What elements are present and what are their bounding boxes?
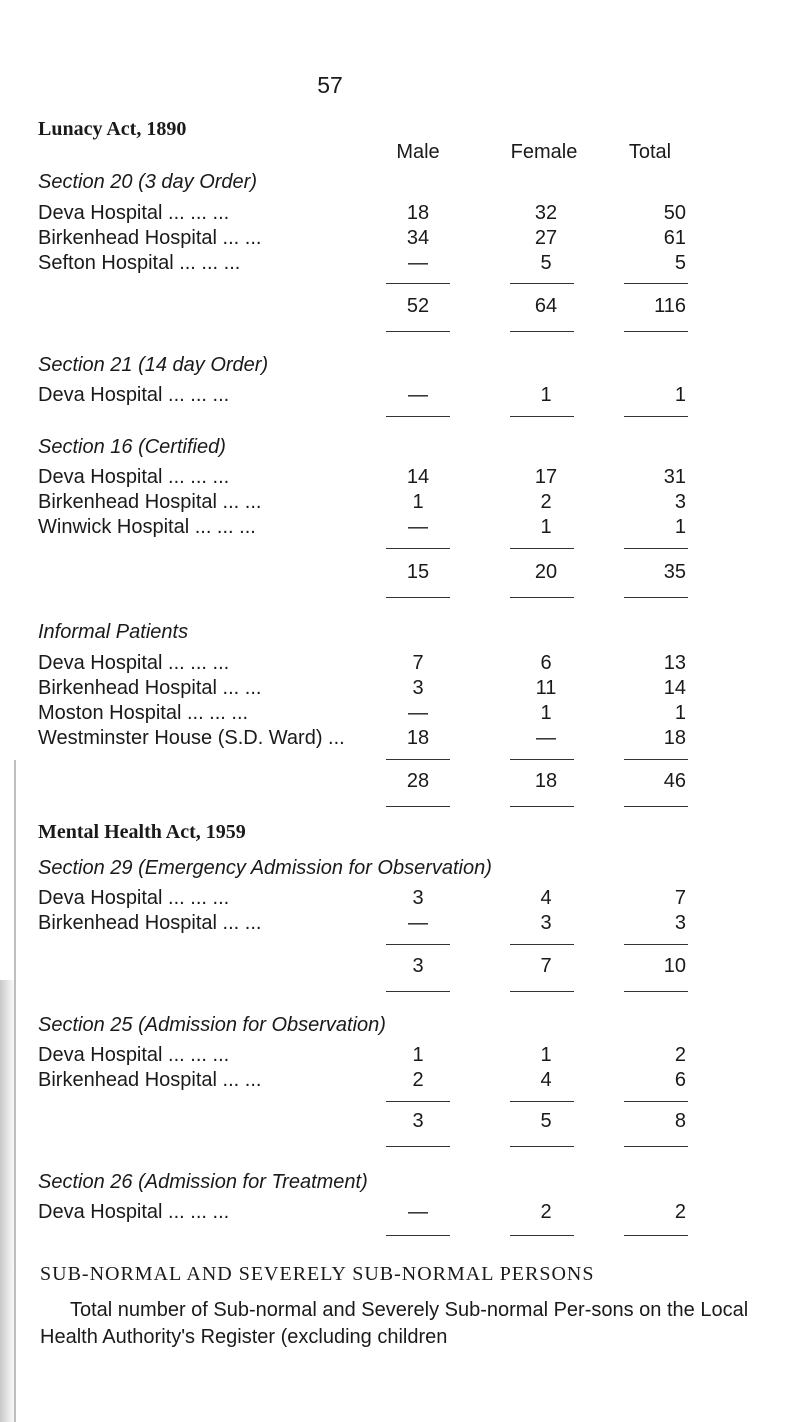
- male-total: 28: [406, 770, 430, 792]
- male-value: —: [408, 384, 428, 406]
- female-total: 5: [540, 1110, 552, 1132]
- female-value: 2: [540, 491, 552, 513]
- female-value: 32: [534, 202, 558, 224]
- male-value: 2: [412, 1069, 424, 1091]
- rule: [386, 416, 450, 417]
- table-row: [0, 384, 800, 410]
- rule: [510, 1235, 574, 1236]
- totals-row: [0, 1110, 800, 1136]
- grand-total: 10: [663, 955, 686, 977]
- totals-row: [0, 295, 800, 321]
- table-row: [0, 491, 800, 517]
- female-value: 3: [540, 912, 552, 934]
- male-value: —: [408, 252, 428, 274]
- male-value: 3: [412, 887, 424, 909]
- row-label: Deva Hospital ... ... ...: [38, 384, 230, 406]
- rule: [510, 1101, 574, 1102]
- female-value: 1: [540, 384, 552, 406]
- male-value: —: [408, 1201, 428, 1223]
- rule: [624, 548, 688, 549]
- rule: [386, 283, 450, 284]
- row-label: Deva Hospital ... ... ...: [38, 652, 230, 674]
- female-value: 17: [534, 466, 558, 488]
- row-label: Sefton Hospital ... ... ...: [38, 252, 241, 274]
- section-16-title: Section 16 (Certified): [38, 436, 226, 458]
- female-total: 64: [534, 295, 558, 317]
- rule: [386, 597, 450, 598]
- male-value: —: [408, 912, 428, 934]
- total-value: 3: [674, 912, 686, 934]
- rule: [624, 597, 688, 598]
- totals-row: [0, 770, 800, 796]
- rule: [386, 1101, 450, 1102]
- male-total: 52: [406, 295, 430, 317]
- rule: [386, 759, 450, 760]
- rule: [386, 806, 450, 807]
- male-value: 34: [406, 227, 430, 249]
- male-value: 14: [406, 466, 430, 488]
- female-value: 11: [535, 677, 557, 699]
- section-20-title: Section 20 (3 day Order): [38, 171, 257, 193]
- total-value: 2: [674, 1044, 686, 1066]
- row-label: Moston Hospital ... ... ...: [38, 702, 249, 724]
- male-value: 1: [412, 491, 424, 513]
- female-total: 18: [534, 770, 558, 792]
- page-number: 57: [317, 72, 343, 98]
- female-value: 1: [540, 702, 552, 724]
- grand-total: 116: [654, 295, 686, 317]
- table-row: [0, 1069, 800, 1095]
- female-total: 7: [540, 955, 552, 977]
- male-value: 7: [412, 652, 424, 674]
- total-value: 1: [674, 516, 686, 538]
- female-value: 6: [540, 652, 552, 674]
- section-29-title: Section 29 (Emergency Admission for Observation): [38, 857, 492, 879]
- rule: [386, 331, 450, 332]
- table-row: [0, 252, 800, 278]
- rule: [386, 944, 450, 945]
- male-total: 15: [406, 561, 430, 583]
- rule: [624, 806, 688, 807]
- section-21-title: Section 21 (14 day Order): [38, 354, 269, 376]
- row-label: Westminster House (S.D. Ward) ...: [38, 727, 345, 749]
- male-value: 18: [406, 727, 430, 749]
- male-total: 3: [412, 955, 424, 977]
- rule: [510, 991, 574, 992]
- rule: [386, 548, 450, 549]
- rule: [510, 1146, 574, 1147]
- grand-total: 35: [663, 561, 686, 583]
- row-label: Winwick Hospital ... ... ...: [38, 516, 256, 538]
- total-value: 1: [674, 702, 686, 724]
- female-value: —: [536, 727, 556, 749]
- table-row: [0, 887, 800, 913]
- column-header-male: Male: [396, 141, 440, 163]
- total-value: 5: [674, 252, 686, 274]
- total-value: 31: [663, 466, 686, 488]
- lunacy-act-heading: Lunacy Act, 1890: [38, 118, 187, 140]
- table-row: [0, 727, 800, 753]
- row-label: Birkenhead Hospital ... ...: [38, 227, 262, 249]
- table-row: [0, 912, 800, 938]
- section-25-title: Section 25 (Admission for Observation): [38, 1014, 386, 1036]
- column-header-female: Female: [510, 141, 578, 163]
- subnormal-paragraph: Total number of Sub-normal and Severely Sub-normal Per-sons on the Local Health Authority's Register (excluding children: [40, 1299, 749, 1348]
- female-value: 1: [540, 1044, 552, 1066]
- total-value: 1: [674, 384, 686, 406]
- grand-total: 8: [674, 1110, 686, 1132]
- rule: [624, 759, 688, 760]
- table-row: [0, 227, 800, 253]
- rule: [510, 597, 574, 598]
- total-value: 2: [674, 1201, 686, 1223]
- row-label: Birkenhead Hospital ... ...: [38, 491, 262, 513]
- table-row: [0, 677, 800, 703]
- female-total: 20: [534, 561, 558, 583]
- male-value: 18: [406, 202, 430, 224]
- total-value: 18: [663, 727, 686, 749]
- total-value: 50: [663, 202, 686, 224]
- row-label: Deva Hospital ... ... ...: [38, 466, 230, 488]
- total-value: 7: [674, 887, 686, 909]
- rule: [624, 1235, 688, 1236]
- rule: [510, 944, 574, 945]
- row-label: Deva Hospital ... ... ...: [38, 1201, 230, 1223]
- row-label: Deva Hospital ... ... ...: [38, 1044, 230, 1066]
- column-headers: [0, 141, 800, 171]
- rule: [624, 991, 688, 992]
- mental-health-act-heading: Mental Health Act, 1959: [38, 821, 246, 843]
- grand-total: 46: [663, 770, 686, 792]
- female-value: 4: [540, 887, 552, 909]
- table-row: [0, 1044, 800, 1070]
- section-26-title: Section 26 (Admission for Treatment): [38, 1171, 368, 1193]
- rule: [510, 283, 574, 284]
- rule: [386, 991, 450, 992]
- male-value: —: [408, 702, 428, 724]
- rule: [624, 1101, 688, 1102]
- table-row: [0, 652, 800, 678]
- male-value: —: [408, 516, 428, 538]
- informal-patients-title: Informal Patients: [38, 621, 189, 643]
- total-value: 61: [663, 227, 686, 249]
- rule: [624, 1146, 688, 1147]
- table-row: [0, 202, 800, 228]
- table-row: [0, 1201, 800, 1227]
- column-header-total: Total: [628, 141, 672, 163]
- female-value: 2: [540, 1201, 552, 1223]
- table-row: [0, 702, 800, 728]
- rule: [510, 806, 574, 807]
- rule: [386, 1146, 450, 1147]
- subnormal-heading: SUB-NORMAL AND SEVERELY SUB-NORMAL PERSONS: [40, 1263, 595, 1285]
- female-value: 27: [534, 227, 558, 249]
- totals-row: [0, 561, 800, 587]
- rule: [624, 944, 688, 945]
- table-row: [0, 466, 800, 492]
- total-value: 14: [663, 677, 686, 699]
- row-label: Birkenhead Hospital ... ...: [38, 677, 262, 699]
- total-value: 6: [674, 1069, 686, 1091]
- rule: [510, 331, 574, 332]
- rule: [510, 759, 574, 760]
- rule: [510, 416, 574, 417]
- female-value: 5: [540, 252, 552, 274]
- female-value: 1: [540, 516, 552, 538]
- row-label: Deva Hospital ... ... ...: [38, 202, 230, 224]
- male-value: 3: [412, 677, 424, 699]
- rule: [510, 548, 574, 549]
- total-value: 13: [663, 652, 686, 674]
- rule: [624, 283, 688, 284]
- row-label: Birkenhead Hospital ... ...: [38, 912, 262, 934]
- row-label: Birkenhead Hospital ... ...: [38, 1069, 262, 1091]
- row-label: Deva Hospital ... ... ...: [38, 887, 230, 909]
- table-row: [0, 516, 800, 542]
- rule: [386, 1235, 450, 1236]
- total-value: 3: [674, 491, 686, 513]
- rule: [624, 416, 688, 417]
- male-total: 3: [412, 1110, 424, 1132]
- rule: [624, 331, 688, 332]
- totals-row: [0, 955, 800, 981]
- male-value: 1: [412, 1044, 424, 1066]
- female-value: 4: [540, 1069, 552, 1091]
